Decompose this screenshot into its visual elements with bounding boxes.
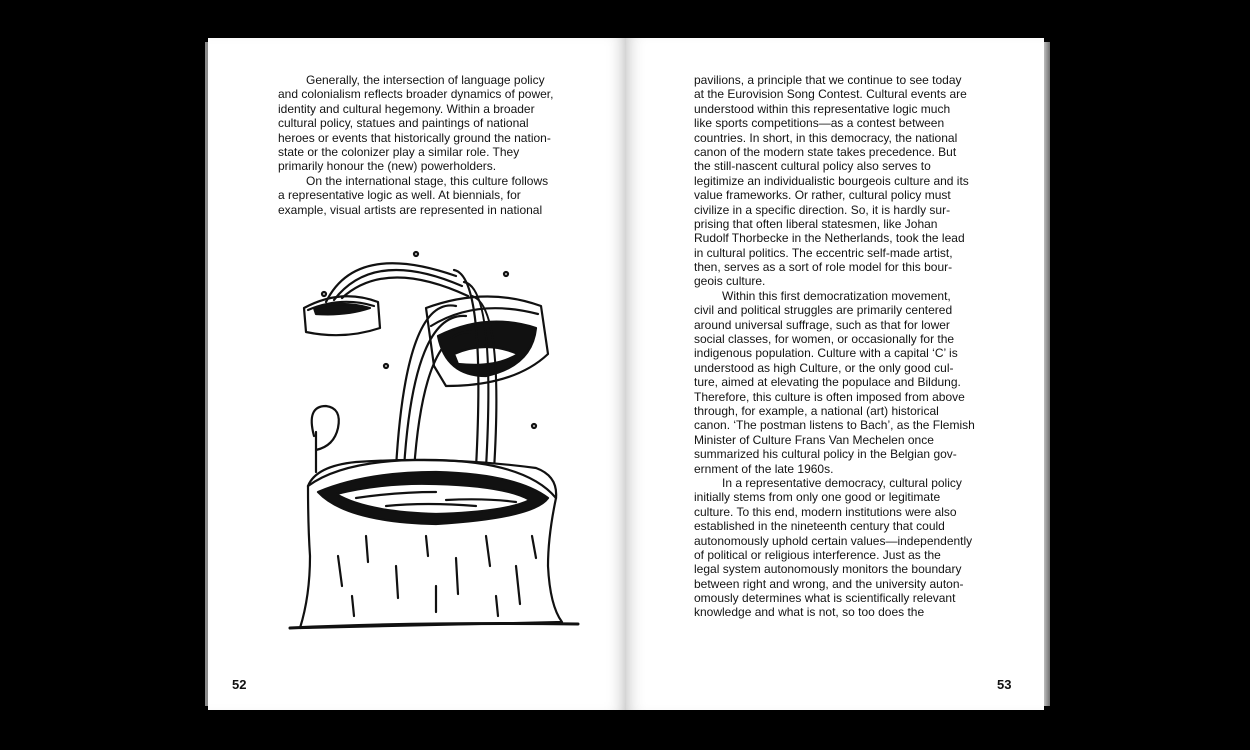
text-line: a representative logic as well. At biennials, for	[278, 188, 521, 203]
text-line: autonomously uphold certain values—independently	[694, 533, 973, 548]
text-line: countries. In short, in this democracy, the national	[694, 130, 958, 145]
text-line: Within this first democratization movement,	[722, 288, 951, 303]
text-line: canon of the modern state takes precedence. But	[694, 144, 957, 159]
text-line: social classes, for women, or occasionally for the	[694, 332, 955, 347]
page-number-right: 53	[997, 677, 1012, 692]
text-line: omously determines what is scientifically relevant	[694, 591, 956, 606]
text-line: Generally, the intersection of language policy	[306, 73, 545, 87]
text-line: indigenous population. Culture with a capital ‘C’ is	[694, 346, 958, 361]
text-line: understood within this representative logic much	[694, 101, 951, 116]
text-line: understood as high Culture, or the only good cul-	[694, 360, 954, 375]
text-line: legitimize an individualistic bourgeois culture and its	[694, 173, 969, 188]
text-line: around universal suffrage, such as that for lower	[694, 317, 950, 332]
text-line: Minister of Culture Frans Van Mechelen once	[694, 432, 934, 447]
text-line: canon. ‘The postman listens to Bach’, as the Flemish	[694, 418, 975, 433]
right-page	[626, 38, 1044, 710]
text-line: geois culture.	[694, 274, 766, 289]
text-line: of political or religious interference. Just as the	[694, 547, 941, 562]
text-line: value frameworks. Or rather, cultural policy must	[694, 188, 951, 203]
text-line: established in the nineteenth century that could	[694, 519, 945, 534]
text-line: primarily honour the (new) powerholders.	[278, 159, 497, 174]
text-line: pavilions, a principle that we continue to see today	[694, 73, 962, 87]
text-line: initially stems from only one good or legitimate	[694, 490, 941, 505]
text-line: example, visual artists are represented in national	[278, 202, 543, 217]
text-line: and colonialism reflects broader dynamics of power,	[278, 87, 554, 102]
text-line: civil and political struggles are primarily centered	[694, 303, 953, 318]
text-line: Therefore, this culture is often imposed from above	[694, 389, 965, 404]
page-number-left: 52	[232, 677, 247, 692]
text-line: ernment of the late 1960s.	[694, 461, 834, 476]
text-line: cultural policy, statues and paintings of national	[278, 116, 529, 131]
text-line: like sports competitions—as a contest between	[694, 116, 945, 131]
text-line: heroes or events that historically ground the nation-	[278, 130, 551, 145]
left-page-text	[278, 73, 553, 217]
text-line: ture, aimed at elevating the populace and Bildung.	[694, 375, 961, 390]
text-line: summarized his cultural policy in the Belgian gov-	[694, 447, 957, 462]
fountain-buckets-illustration	[286, 236, 586, 636]
text-line: Rudolf Thorbecke in the Netherlands, took the lead	[694, 231, 965, 246]
text-line: culture. To this end, modern institutions were also	[694, 504, 957, 519]
text-line: at the Eurovision Song Contest. Cultural events are	[694, 87, 967, 102]
right-page-edge	[1044, 42, 1050, 706]
text-line: then, serves as a sort of role model for this bour-	[694, 260, 953, 275]
text-line: in cultural politics. The eccentric self-made artist,	[694, 245, 953, 260]
text-line: between right and wrong, and the university auton-	[694, 576, 964, 591]
text-line: through, for example, a national (art) historical	[694, 403, 939, 418]
text-line: the still-nascent cultural policy also serves to	[694, 159, 931, 174]
right-page-text	[694, 73, 975, 620]
text-line: prising that often liberal statesmen, like Johan	[694, 216, 938, 231]
text-line: In a representative democracy, cultural policy	[722, 475, 962, 490]
left-page	[208, 38, 626, 710]
text-line: legal system autonomously monitors the boundary	[694, 562, 962, 577]
text-line: state or the colonizer play a similar role. They	[278, 144, 520, 159]
text-line: On the international stage, this culture follows	[306, 173, 549, 188]
text-line: identity and cultural hegemony. Within a broader	[278, 101, 535, 116]
text-line: civilize in a specific direction. So, it is hardly sur-	[694, 202, 951, 217]
text-line: knowledge and what is not, so too does the	[694, 605, 925, 620]
